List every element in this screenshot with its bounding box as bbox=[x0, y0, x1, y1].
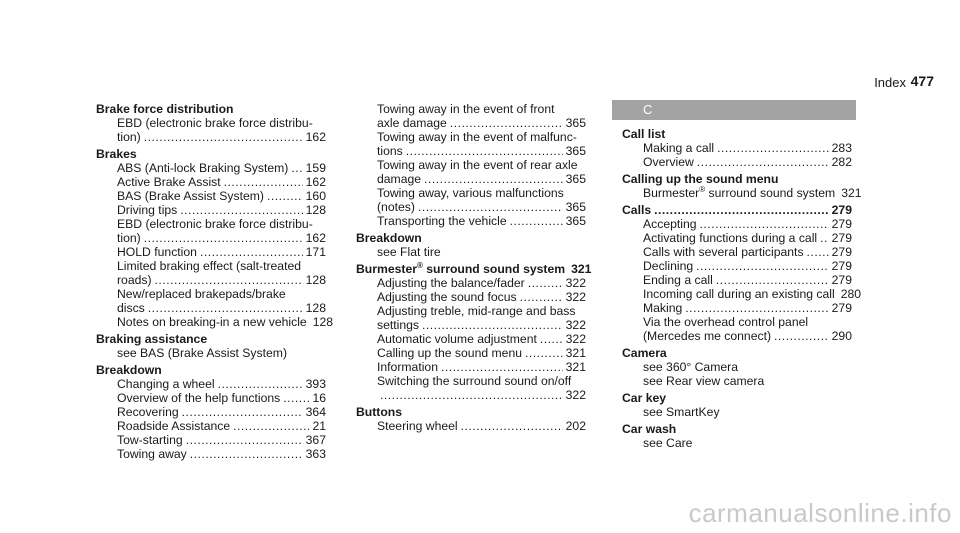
dot-leader bbox=[144, 130, 303, 144]
dot-leader bbox=[224, 175, 303, 189]
page-ref: 160 bbox=[305, 189, 326, 203]
index-subentry bbox=[622, 259, 852, 273]
dot-leader bbox=[461, 419, 563, 433]
dot-leader bbox=[696, 259, 829, 273]
dot-leader bbox=[685, 301, 828, 315]
entry-text: tions bbox=[377, 144, 403, 158]
entry-text: ABS (Anti-lock Braking System) bbox=[117, 161, 289, 175]
index-subentry: Switching the surround sound on/off bbox=[377, 374, 572, 388]
page-ref: 279 bbox=[831, 203, 852, 217]
page-ref: 162 bbox=[305, 231, 326, 245]
index-subentry bbox=[622, 217, 852, 231]
index-subentry: EBD (electronic brake force distribu- bbox=[117, 217, 313, 231]
index-subentry bbox=[96, 175, 326, 189]
index-subentry bbox=[356, 144, 586, 158]
index-heading: Call list bbox=[622, 127, 666, 141]
index-column-2 bbox=[356, 102, 592, 433]
entry-text: Automatic volume adjustment bbox=[377, 332, 537, 346]
page-ref: 365 bbox=[565, 144, 586, 158]
entry-text: Calls with several participants bbox=[643, 245, 804, 259]
entry-text: settings bbox=[377, 318, 420, 332]
page-ref: 322 bbox=[565, 388, 586, 402]
index-subentry bbox=[96, 161, 326, 175]
dot-leader bbox=[186, 433, 303, 447]
index-heading: Breakdown bbox=[96, 363, 162, 377]
index-subentry: Towing away in the event of malfunc- bbox=[377, 130, 577, 144]
index-heading: Braking assistance bbox=[96, 332, 208, 346]
dot-leader bbox=[654, 203, 829, 217]
dot-leader bbox=[182, 405, 303, 419]
index-subentry bbox=[622, 329, 852, 343]
page-ref: 393 bbox=[305, 377, 326, 391]
page-ref: 162 bbox=[305, 130, 326, 144]
page-header bbox=[0, 72, 960, 92]
index-subentry bbox=[96, 447, 326, 461]
dot-leader bbox=[180, 203, 302, 217]
index-subentry bbox=[96, 301, 326, 315]
index-subentry bbox=[356, 214, 586, 228]
index-heading: Camera bbox=[622, 346, 667, 360]
entry-text: tion) bbox=[117, 231, 141, 245]
page-ref: 128 bbox=[305, 273, 326, 287]
index-subentry: see Rear view camera bbox=[643, 374, 765, 388]
dot-leader bbox=[267, 189, 303, 203]
index-subentry bbox=[356, 360, 586, 374]
page-ref: 322 bbox=[565, 290, 586, 304]
index-subentry: EBD (electronic brake force distribu- bbox=[117, 116, 313, 130]
entry-text: Driving tips bbox=[117, 203, 178, 217]
page-ref: 282 bbox=[831, 155, 852, 169]
page-ref: 162 bbox=[305, 175, 326, 189]
dot-leader bbox=[155, 273, 303, 287]
page-ref: 128 bbox=[312, 315, 334, 329]
index-subentry bbox=[356, 388, 586, 402]
index-heading bbox=[622, 203, 852, 217]
index-subentry bbox=[96, 130, 326, 144]
entry-text: Declining bbox=[643, 259, 694, 273]
dot-leader bbox=[700, 217, 829, 231]
dot-leader bbox=[418, 200, 563, 214]
page-ref: 279 bbox=[831, 273, 852, 287]
entry-text: tion) bbox=[117, 130, 141, 144]
index-subentry bbox=[96, 245, 326, 259]
index-subentry bbox=[96, 189, 326, 203]
header-label: Index bbox=[874, 75, 906, 90]
page-ref: 322 bbox=[565, 332, 586, 346]
index-subentry bbox=[622, 287, 862, 301]
index-subentry: see 360° Camera bbox=[643, 360, 738, 374]
page-ref: 283 bbox=[831, 141, 852, 155]
index-heading: Calling up the sound menu bbox=[622, 172, 779, 186]
dot-leader bbox=[774, 329, 829, 343]
entry-text: Burmester® surround sound system bbox=[356, 260, 566, 276]
dot-leader bbox=[200, 245, 303, 259]
index-subentry bbox=[356, 346, 586, 360]
page-number: 477 bbox=[910, 73, 934, 89]
index-subentry bbox=[356, 200, 586, 214]
page-ref: 367 bbox=[305, 433, 326, 447]
page-ref: 171 bbox=[305, 245, 326, 259]
index-subentry: Adjusting treble, mid-range and bass bbox=[377, 304, 576, 318]
index-subentry bbox=[96, 273, 326, 287]
index-subentry bbox=[356, 332, 586, 346]
entry-text: Towing away bbox=[117, 447, 187, 461]
page-ref: 321 bbox=[571, 262, 592, 276]
index-subentry bbox=[622, 231, 852, 245]
index-heading: Brake force distribution bbox=[96, 102, 234, 116]
entry-text: Transporting the vehicle bbox=[377, 214, 507, 228]
dot-leader bbox=[520, 290, 563, 304]
entry-text: Recovering bbox=[117, 405, 179, 419]
index-subentry bbox=[356, 419, 586, 433]
index-subentry bbox=[96, 405, 326, 419]
index-heading: Breakdown bbox=[356, 231, 422, 245]
letter-section-bar bbox=[612, 100, 856, 120]
index-subentry: see BAS (Brake Assist System) bbox=[117, 346, 287, 360]
entry-text: Notes on breaking-in a new vehicle bbox=[117, 315, 307, 329]
page-ref: 279 bbox=[831, 301, 852, 315]
entry-text: BAS (Brake Assist System) bbox=[117, 189, 264, 203]
entry-text: discs bbox=[117, 301, 145, 315]
entry-text: Incoming call during an existing call bbox=[643, 287, 835, 301]
page-ref: 16 bbox=[312, 391, 326, 405]
index-subentry bbox=[96, 315, 334, 329]
entry-text: Active Brake Assist bbox=[117, 175, 221, 189]
index-column-1 bbox=[96, 102, 334, 461]
page-ref: 159 bbox=[305, 161, 326, 175]
index-subentry: Limited braking effect (salt-treated bbox=[117, 259, 302, 273]
watermark: carmanualsonline.info bbox=[688, 498, 952, 528]
dot-leader bbox=[190, 447, 303, 461]
page-ref: 279 bbox=[831, 245, 852, 259]
entry-text: Adjusting the sound focus bbox=[377, 290, 517, 304]
entry-text: Calling up the sound menu bbox=[377, 346, 522, 360]
entry-text: Ending a call bbox=[643, 273, 713, 287]
entry-text: Activating functions during a call bbox=[643, 231, 818, 245]
index-subentry: Towing away, various malfunctions bbox=[377, 186, 564, 200]
dot-leader bbox=[528, 276, 563, 290]
index-heading: Brakes bbox=[96, 147, 137, 161]
entry-text: Roadside Assistance bbox=[117, 419, 231, 433]
entry-text: Steering wheel bbox=[377, 419, 458, 433]
index-subentry: Towing away in the event of front bbox=[377, 102, 555, 116]
index-subentry bbox=[96, 433, 326, 447]
entry-text: Burmester® surround sound system bbox=[643, 184, 836, 200]
entry-text: Overview bbox=[643, 155, 694, 169]
entry-text: Accepting bbox=[643, 217, 697, 231]
index-subentry bbox=[622, 184, 862, 200]
entry-text: (notes) bbox=[377, 200, 415, 214]
entry-text: (Mercedes me connect) bbox=[643, 329, 772, 343]
dot-leader bbox=[218, 377, 303, 391]
dot-leader bbox=[510, 214, 563, 228]
entry-text: Overview of the help functions bbox=[117, 391, 281, 405]
page-ref: 290 bbox=[831, 329, 852, 343]
index-subentry bbox=[356, 172, 586, 186]
page-ref: 365 bbox=[565, 214, 586, 228]
dot-leader bbox=[807, 245, 829, 259]
entry-text: roads) bbox=[117, 273, 152, 287]
entry-text: Tow-starting bbox=[117, 433, 183, 447]
page-ref: 279 bbox=[831, 259, 852, 273]
dot-leader bbox=[441, 360, 563, 374]
index-heading: Car key bbox=[622, 391, 667, 405]
page-ref: 128 bbox=[305, 203, 326, 217]
index-subentry bbox=[622, 155, 852, 169]
index-subentry bbox=[622, 141, 852, 155]
entry-text: Adjusting the balance/fader bbox=[377, 276, 525, 290]
entry-text: axle damage bbox=[377, 116, 447, 130]
index-subentry bbox=[356, 290, 586, 304]
entry-text: Making bbox=[643, 301, 683, 315]
page-ref: 365 bbox=[565, 172, 586, 186]
dot-leader bbox=[820, 231, 829, 245]
index-subentry bbox=[96, 391, 326, 405]
page-ref: 363 bbox=[305, 447, 326, 461]
dot-leader bbox=[450, 116, 563, 130]
dot-leader bbox=[148, 301, 303, 315]
dot-leader bbox=[422, 318, 563, 332]
dot-leader bbox=[540, 332, 563, 346]
dot-leader bbox=[717, 141, 829, 155]
page-ref: 322 bbox=[565, 318, 586, 332]
page-ref: 280 bbox=[840, 287, 862, 301]
index-subentry bbox=[96, 231, 326, 245]
dot-leader bbox=[406, 144, 563, 158]
index-subentry bbox=[356, 276, 586, 290]
page-ref: 364 bbox=[305, 405, 326, 419]
entry-text: HOLD function bbox=[117, 245, 197, 259]
page-ref: 321 bbox=[565, 346, 586, 360]
index-subentry: see Care bbox=[643, 436, 693, 450]
dot-leader bbox=[525, 346, 563, 360]
index-subentry bbox=[356, 116, 586, 130]
page-ref: 128 bbox=[305, 301, 326, 315]
entry-text: Information bbox=[377, 360, 438, 374]
page-ref: 202 bbox=[565, 419, 586, 433]
index-subentry bbox=[356, 318, 586, 332]
dot-leader bbox=[697, 155, 829, 169]
dot-leader bbox=[716, 273, 829, 287]
index-subentry: Towing away in the event of rear axle bbox=[377, 158, 578, 172]
index-subentry bbox=[622, 245, 852, 259]
page-ref: 279 bbox=[831, 217, 852, 231]
page-ref: 279 bbox=[831, 231, 852, 245]
index-subentry: see Flat tire bbox=[377, 245, 441, 259]
index-column-3 bbox=[622, 127, 862, 450]
index-subentry: Via the overhead control panel bbox=[643, 315, 809, 329]
page-ref: 322 bbox=[565, 276, 586, 290]
index-subentry: see SmartKey bbox=[643, 405, 720, 419]
index-subentry bbox=[96, 203, 326, 217]
index-subentry bbox=[622, 301, 852, 315]
dot-leader bbox=[291, 161, 302, 175]
entry-text: damage bbox=[377, 172, 422, 186]
dot-leader bbox=[144, 231, 303, 245]
index-subentry: New/replaced brakepads/brake bbox=[117, 287, 286, 301]
entry-text: Making a call bbox=[643, 141, 715, 155]
page-ref: 21 bbox=[312, 419, 326, 433]
index-heading: Car wash bbox=[622, 422, 677, 436]
page-ref: 365 bbox=[565, 116, 586, 130]
dot-leader bbox=[233, 419, 309, 433]
entry-text: Changing a wheel bbox=[117, 377, 215, 391]
dot-leader bbox=[283, 391, 309, 405]
index-subentry bbox=[96, 419, 326, 433]
index-subentry bbox=[622, 273, 852, 287]
index-heading: Buttons bbox=[356, 405, 403, 419]
index-heading bbox=[356, 260, 592, 276]
page-ref: 321 bbox=[565, 360, 586, 374]
page-ref: 365 bbox=[565, 200, 586, 214]
dot-leader bbox=[380, 388, 563, 402]
index-subentry bbox=[96, 377, 326, 391]
letter-section-label: C bbox=[643, 102, 653, 117]
page-ref: 321 bbox=[841, 186, 862, 200]
entry-text: Calls bbox=[622, 203, 652, 217]
dot-leader bbox=[424, 172, 563, 186]
